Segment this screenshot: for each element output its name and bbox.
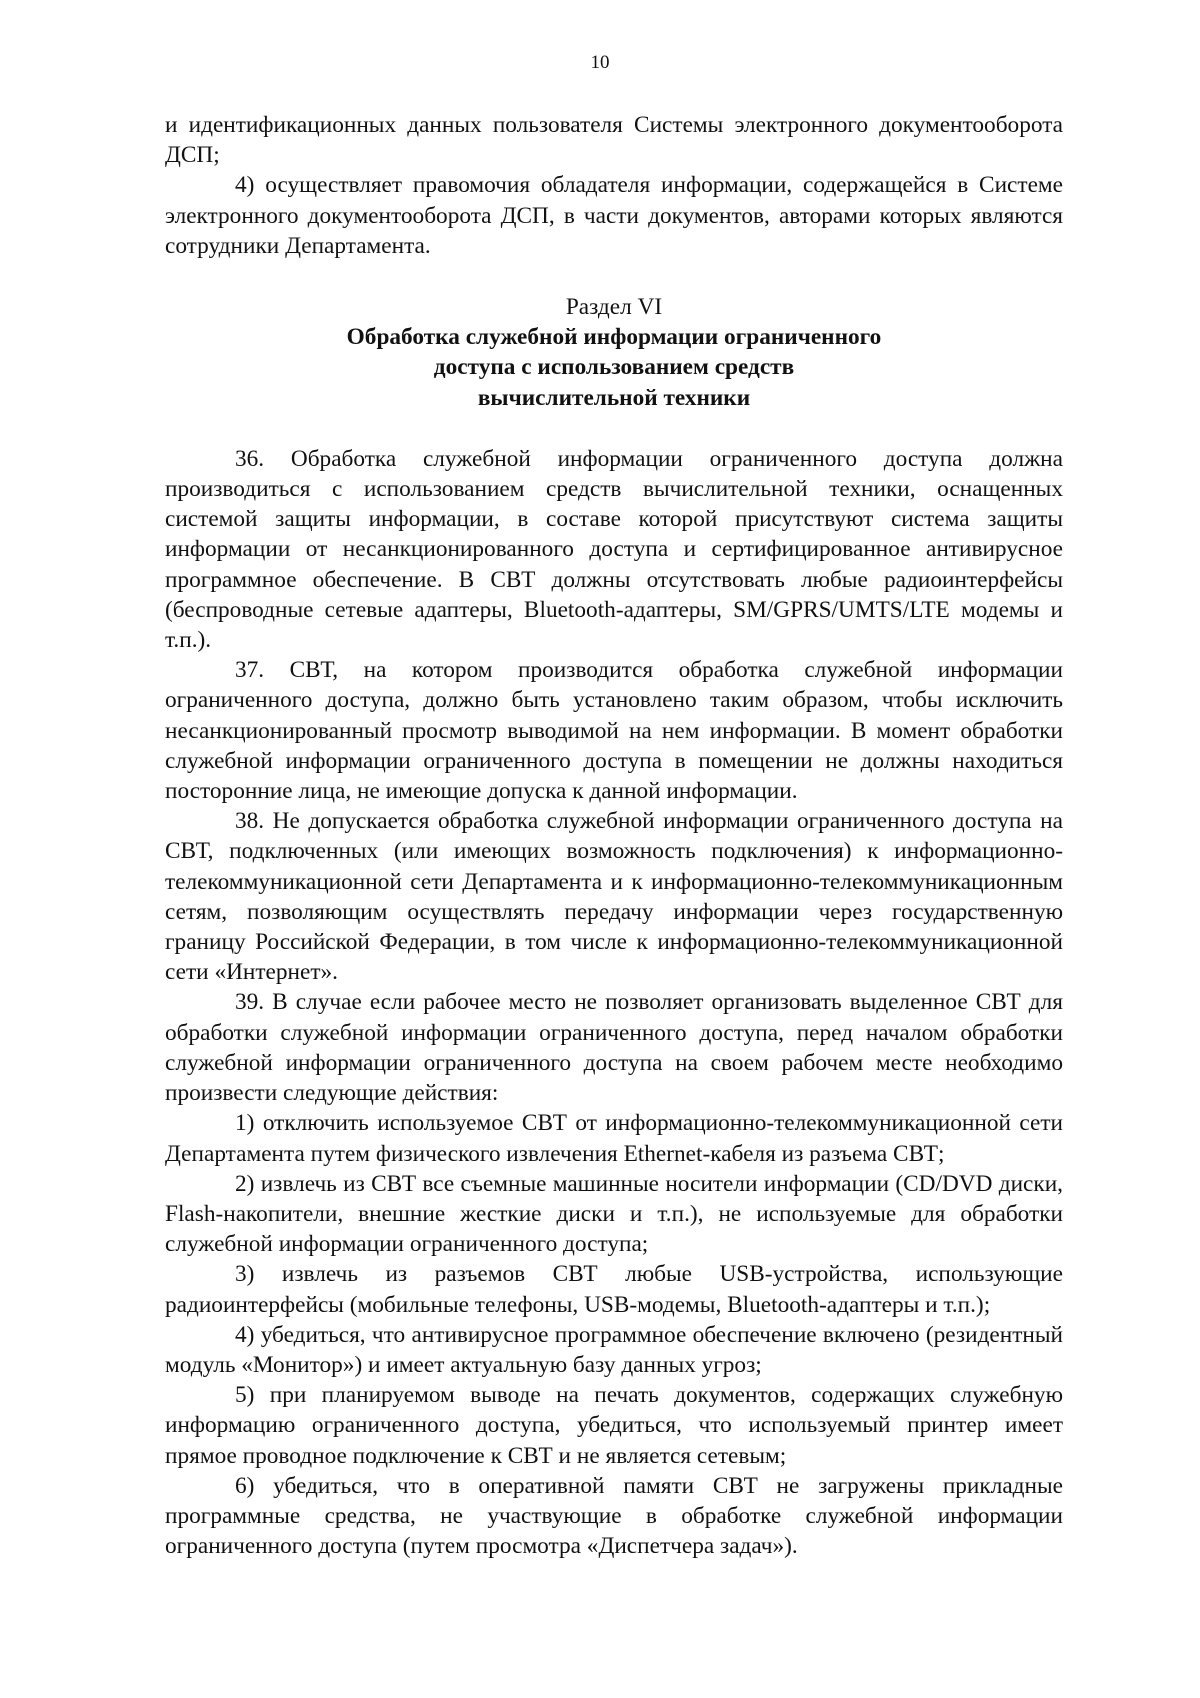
paragraph-37: 37. СВТ, на котором производится обработка служебной информации ограниченного доступа, должно быть установлено таким образом, чтобы исключить несанкционированный просмотр выводимой на нем информации. В момент обработки служебной информации ограниченного доступа в помещении не должны находиться посторонние лица, не имеющие допуска к данной информации. [165,657,1063,805]
paragraph-39: 39. В случае если рабочее место не позволяет организовать выделенное СВТ для обработки служебной информации ограниченного доступа, перед началом обработки служебной информации ограниченного доступа на своем рабочем месте необходимо произвести следующие действия: [165,989,1063,1107]
paragraph-36: 36. Обработка служебной информации ограниченного доступа должна производиться с использованием средств вычислительной техники, оснащенных системой защиты информации, в составе которой присутствуют система защиты информации от несанкционированного доступа и сертифицированное антивирусное программное обеспечение. В СВТ должны отсутствовать любые радиоинтерфейсы (беспроводные сетевые адаптеры, Bluetooth-адаптеры, SM/GPRS/UMTS/LTE модемы и т.п.). [165,445,1063,654]
section-label: Раздел VI [565,294,663,321]
list-item-5: 5) при планируемом выводе на печать документов, содержащих служебную информацию ограниченного доступа, убедиться, что используемый принтер имеет прямое проводное подключение к СВТ и не является сетевым; [165,1382,1063,1469]
paragraph-38: 38. Не допускается обработка служебной информации ограниченного доступа на СВТ, подключенных (или имеющих возможность подключения) к информационно-телекоммуникационной сети Департамента и к информационно-телекоммуникационным сетям, позволяющим осуществлять передачу информации через государственную границу Российской Федерации, в том числе к информационно-телекоммуникационной сети «Интернет». [165,808,1063,986]
page-number: 10 [590,52,610,73]
section-heading [165,292,1063,413]
list-item-2: 2) извлечь из СВТ все съемные машинные носители информации (CD/DVD диски, Flash-накопители, внешние жесткие диски и т.п.), не используемые для обработки служебной информации ограниченного доступа; [165,1170,1063,1258]
list-item-4: 4) убедиться, что антивирусное программное обеспечение включено (резидентный модуль «Монитор») и имеет актуальную базу данных угроз; [165,1321,1063,1378]
section-title-line: Обработка служебной информации ограниченного [346,324,882,351]
section-title [165,322,1063,413]
document-body [165,110,1063,1561]
section-title-line: вычислительной техники [477,384,751,411]
list-item-3: 3) извлечь из разъемов СВТ любые USB-устройства, использующие радиоинтерфейсы (мобильные телефоны, USB-модемы, Bluetooth-адаптеры и т.п.); [165,1261,1063,1318]
intro-paragraph-item-4: 4) осуществляет правомочия обладателя информации, содержащейся в Системе электронного документооборота ДСП, в части документов, авторами которых являются сотрудники Департамента. [165,172,1063,259]
section-title-line: доступа с использованием средств [433,354,795,381]
list-item-1: 1) отключить используемое СВТ от информационно-телекоммуникационной сети Департамента путем физического извлечения Ethernet-кабеля из разъема СВТ; [165,1110,1063,1167]
intro-paragraph-continuation: и идентификационных данных пользователя Системы электронного документооборота ДСП; [165,112,1063,169]
list-item-6: 6) убедиться, что в оперативной памяти СВТ не загружены прикладные программные средства, не участвующие в обработке служебной информации ограниченного доступа (путем просмотра «Диспетчера задач»). [165,1472,1063,1560]
